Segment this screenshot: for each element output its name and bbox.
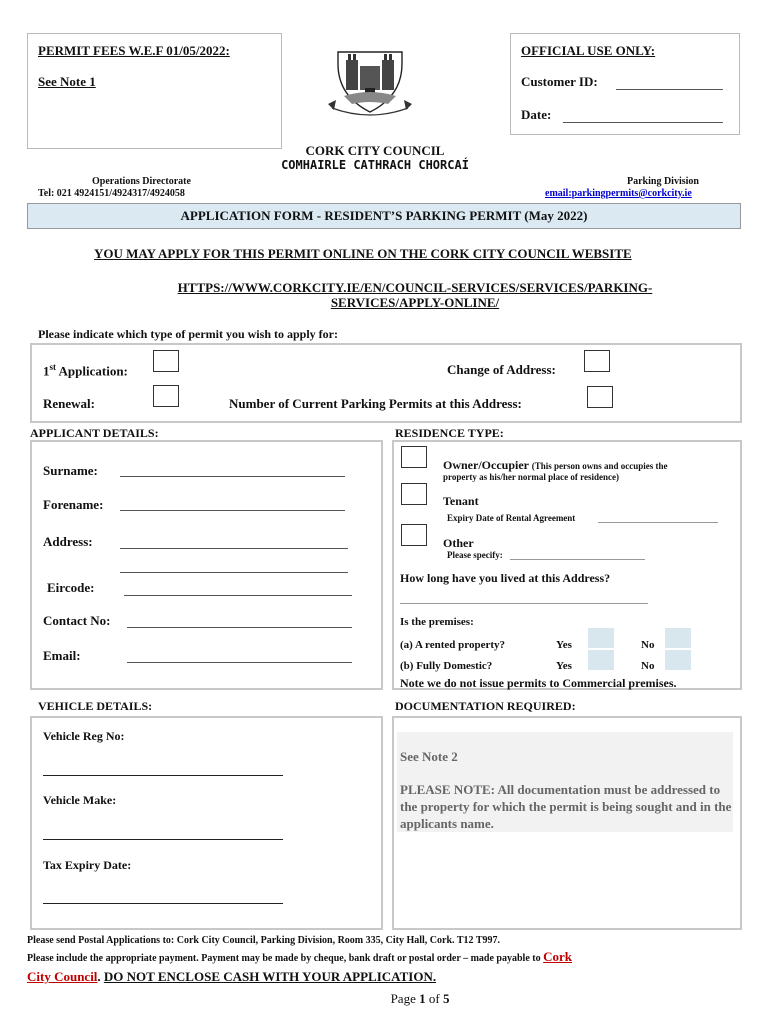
change-address-label: Change of Address: [447,362,556,377]
date-field[interactable] [563,122,723,123]
tax-expiry-field[interactable] [43,903,283,904]
tenant-expiry-field[interactable] [598,522,718,523]
rented-yes-label: Yes [556,639,572,651]
vehicle-reg-label: Vehicle Reg No: [43,729,125,743]
forename-field[interactable] [120,510,345,511]
postal-address: Please send Postal Applications to: Cork City Council, Parking Division, Room 335, City Hall, Cork. T12 T997. [27,935,500,946]
domestic-no-box[interactable] [665,650,691,670]
email-field[interactable] [127,662,352,663]
domestic-label: (b) Fully Domestic? [400,660,493,672]
tax-expiry-label: Tax Expiry Date: [43,858,132,872]
is-premises-label: Is the premises: [400,616,474,628]
vehicle-make-field[interactable] [43,839,283,840]
how-long-label: How long have you lived at this Address? [400,571,611,585]
please-specify-field[interactable] [510,559,645,560]
domestic-yes-label: Yes [556,660,572,672]
forename-label: Forename: [43,497,104,512]
date-label: Date: [521,107,552,122]
council-crest-icon [328,44,412,118]
telephone: Tel: 021 4924151/4924317/4924058 [38,188,185,199]
customer-id-label: Customer ID: [521,74,598,89]
eircode-field[interactable] [124,595,352,596]
address-field-2[interactable] [120,572,348,573]
tenant-checkbox[interactable] [401,483,427,505]
please-specify-label: Please specify: [447,550,503,560]
renewal-checkbox[interactable] [153,385,179,407]
page-number: Page 1 of 5 [390,991,450,1006]
council-irish-name: COMHAIRLE CATHRACH CHORCAÍ [281,158,469,172]
permit-fees-title: PERMIT FEES W.E.F 01/05/2022: [38,43,230,58]
tenant-label: Tenant [443,494,479,508]
parking-division: Parking Division [627,176,699,187]
address-label: Address: [43,534,93,549]
surname-label: Surname: [43,463,98,478]
num-permits-box[interactable] [587,386,613,408]
commercial-note: Note we do not issue permits to Commercial premises. [400,676,677,690]
council-name: CORK CITY COUNCIL [305,143,445,158]
no-cash-warning: DO NOT ENCLOSE CASH WITH YOUR APPLICATION. [103,969,437,984]
how-long-field[interactable] [400,603,648,604]
eircode-label: Eircode: [47,580,95,595]
see-note2-link[interactable]: See Note 2 [400,749,458,764]
vehicle-make-label: Vehicle Make: [43,793,117,807]
rented-label: (a) A rented property? [400,639,505,651]
form-title-banner: APPLICATION FORM - RESIDENT’S PARKING PERMIT (May 2022) [27,203,741,229]
address-field-1[interactable] [120,548,348,549]
domestic-yes-box[interactable] [588,650,614,670]
documentation-title: DOCUMENTATION REQUIRED: [395,699,576,713]
other-label: Other [443,536,474,550]
online-apply-url[interactable]: HTTPS://WWW.CORKCITY.IE/EN/COUNCIL-SERVICES/SERVICES/PARKING- SERVICES/APPLY-ONLINE/ [177,280,653,310]
owner-occupier-note: property as his/her normal place of residence) [443,472,619,482]
rented-yes-box[interactable] [588,628,614,648]
first-application-label: 1st Application: [43,362,128,379]
owner-occupier-label: Owner/Occupier (This person owns and occupies the [443,458,668,472]
payee-name: Cork [543,949,572,964]
customer-id-field[interactable] [616,89,723,90]
num-permits-label: Number of Current Parking Permits at this Address: [229,396,522,411]
applicant-details-title: APPLICANT DETAILS: [30,426,159,440]
vehicle-details-title: VEHICLE DETAILS: [38,699,153,713]
tenant-expiry-label: Expiry Date of Rental Agreement [447,513,576,523]
contact-field[interactable] [127,627,352,628]
vehicle-reg-field[interactable] [43,775,283,776]
residence-type-title: RESIDENCE TYPE: [395,426,504,440]
vehicle-details-box [30,716,383,930]
documentation-note: PLEASE NOTE: All documentation must be addressed to the property for which the permit is being sought and in the applicants name. [400,782,732,831]
change-address-checkbox[interactable] [584,350,610,372]
first-application-checkbox[interactable] [153,350,179,372]
domestic-no-label: No [641,660,655,672]
official-use-title: OFFICIAL USE ONLY: [521,43,656,58]
permit-type-prompt: Please indicate which type of permit you wish to apply for: [38,327,338,341]
contact-label: Contact No: [43,613,111,628]
rented-no-label: No [641,639,655,651]
email-label: Email: [43,648,81,663]
surname-field[interactable] [120,476,345,477]
see-note1-link[interactable]: See Note 1 [38,74,96,89]
online-apply-text: YOU MAY APPLY FOR THIS PERMIT ONLINE ON THE CORK CITY COUNCIL WEBSITE [94,246,632,261]
payee-name-cont: City Council [27,969,98,984]
email-link[interactable]: email:parkingpermits@corkcity.ie [545,188,692,199]
rented-no-box[interactable] [665,628,691,648]
renewal-label: Renewal: [43,396,95,411]
other-checkbox[interactable] [401,524,427,546]
owner-occupier-checkbox[interactable] [401,446,427,468]
operations-directorate: Operations Directorate [92,176,191,187]
payment-note: Please include the appropriate payment. Payment may be made by cheque, bank draft or postal order – made payable to Cork City Council. DO NOT ENCLOSE CASH WITH YOUR APPLICATION. [27,949,572,984]
